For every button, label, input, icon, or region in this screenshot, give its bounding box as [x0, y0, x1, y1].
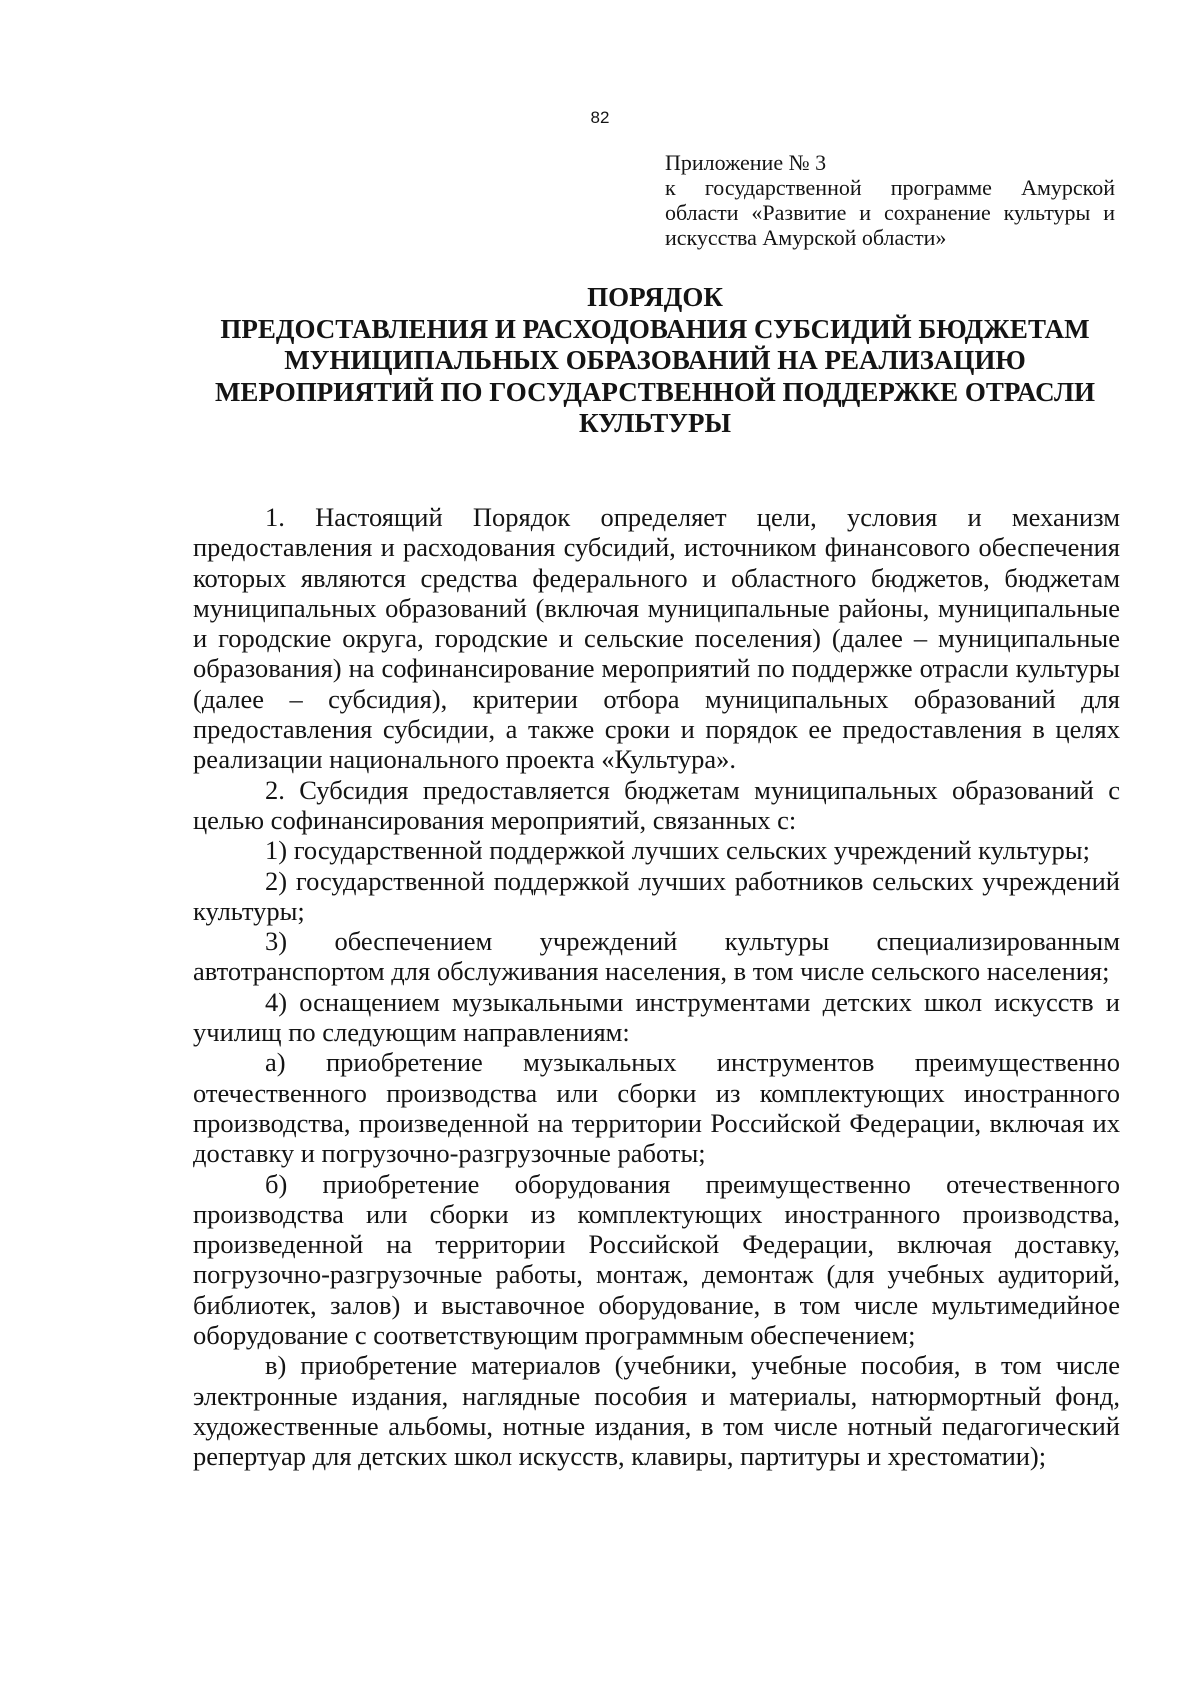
- appendix-header: [665, 150, 1115, 250]
- list-item-1: 1) государственной поддержкой лучших сельских учреждений культуры;: [265, 835, 1090, 866]
- title-line: МЕРОПРИЯТИЙ ПО ГОСУДАРСТВЕННОЙ ПОДДЕРЖКЕ ОТРАСЛИ: [214, 376, 1096, 407]
- sub-item-a: а) приобретение музыкальных инструментов преимущественно отечественного производства или сборки из комплектующих иностранного производства, произведенной на территории Российской Федерации, включая их доставку и погрузочно-разгрузочные работы;: [193, 1047, 1120, 1169]
- title-line: МУНИЦИПАЛЬНЫХ ОБРАЗОВАНИЙ НА РЕАЛИЗАЦИЮ: [284, 345, 1026, 375]
- list-item-2: 2) государственной поддержкой лучших работников сельских учреждений культуры;: [193, 865, 1120, 926]
- sub-item-b: б) приобретение оборудования преимущественно отечественного производства или сборки из комплектующих иностранного производства, произведенной на территории Российской Федерации, включая доставку, погрузочно-разгрузочные работы, монтаж, демонтаж (для учебных аудиторий, библиотек, залов) и выставочное оборудование, в том числе мультимедийное оборудование с соответствующим программным обеспечением;: [193, 1168, 1120, 1351]
- list-item-3: 3) обеспечением учреждений культуры специализированным автотранспортом для обслуживания населения, в том числе сельского населения;: [193, 926, 1120, 987]
- document-title: [180, 282, 1130, 440]
- paragraph-1: 1. Настоящий Порядок определяет цели, условия и механизм предоставления и расходования субсидий, источником финансового обеспечения которых являются средства федерального и областного бюджетов, бюджетам муниципальных образований (включая муниципальные районы, муниципальные и городские округа, городские и сельские поселения) (далее – муниципальные образования) на софинансирование мероприятий по поддержке отрасли культуры (далее – субсидия), критерии отбора муниципальных образований для предоставления субсидии, а также сроки и порядок ее предоставления в целях реализации национального проекта «Культура».: [193, 502, 1120, 775]
- appendix-text-line: области «Развитие и сохранение культуры и: [665, 200, 1115, 225]
- appendix-number: Приложение № 3: [665, 150, 827, 175]
- title-line: КУЛЬТУРЫ: [578, 408, 732, 438]
- title-line: ПРЕДОСТАВЛЕНИЯ И РАСХОДОВАНИЯ СУБСИДИЙ БЮДЖЕТАМ: [220, 313, 1090, 344]
- sub-item-v: в) приобретение материалов (учебники, учебные пособия, в том числе электронные издания, наглядные пособия и материалы, натюрмортный фонд, художественные альбомы, нотные издания, в том числе нотный педагогический репертуар для детских школ искусств, клавиры, партитуры и хрестоматии);: [193, 1350, 1120, 1472]
- appendix-text-line: к государственной программе Амурской: [665, 175, 1115, 200]
- paragraph-2: 2. Субсидия предоставляется бюджетам муниципальных образований с целью софинансирования мероприятий, связанных с:: [193, 774, 1120, 835]
- title-line: ПОРЯДОК: [587, 282, 723, 312]
- document-body: [193, 502, 1120, 1472]
- list-item-4: 4) оснащением музыкальными инструментами детских школ искусств и училищ по следующим направлениям:: [193, 986, 1120, 1048]
- appendix-text-line: искусства Амурской области»: [665, 225, 947, 250]
- page-number: 82: [590, 108, 610, 127]
